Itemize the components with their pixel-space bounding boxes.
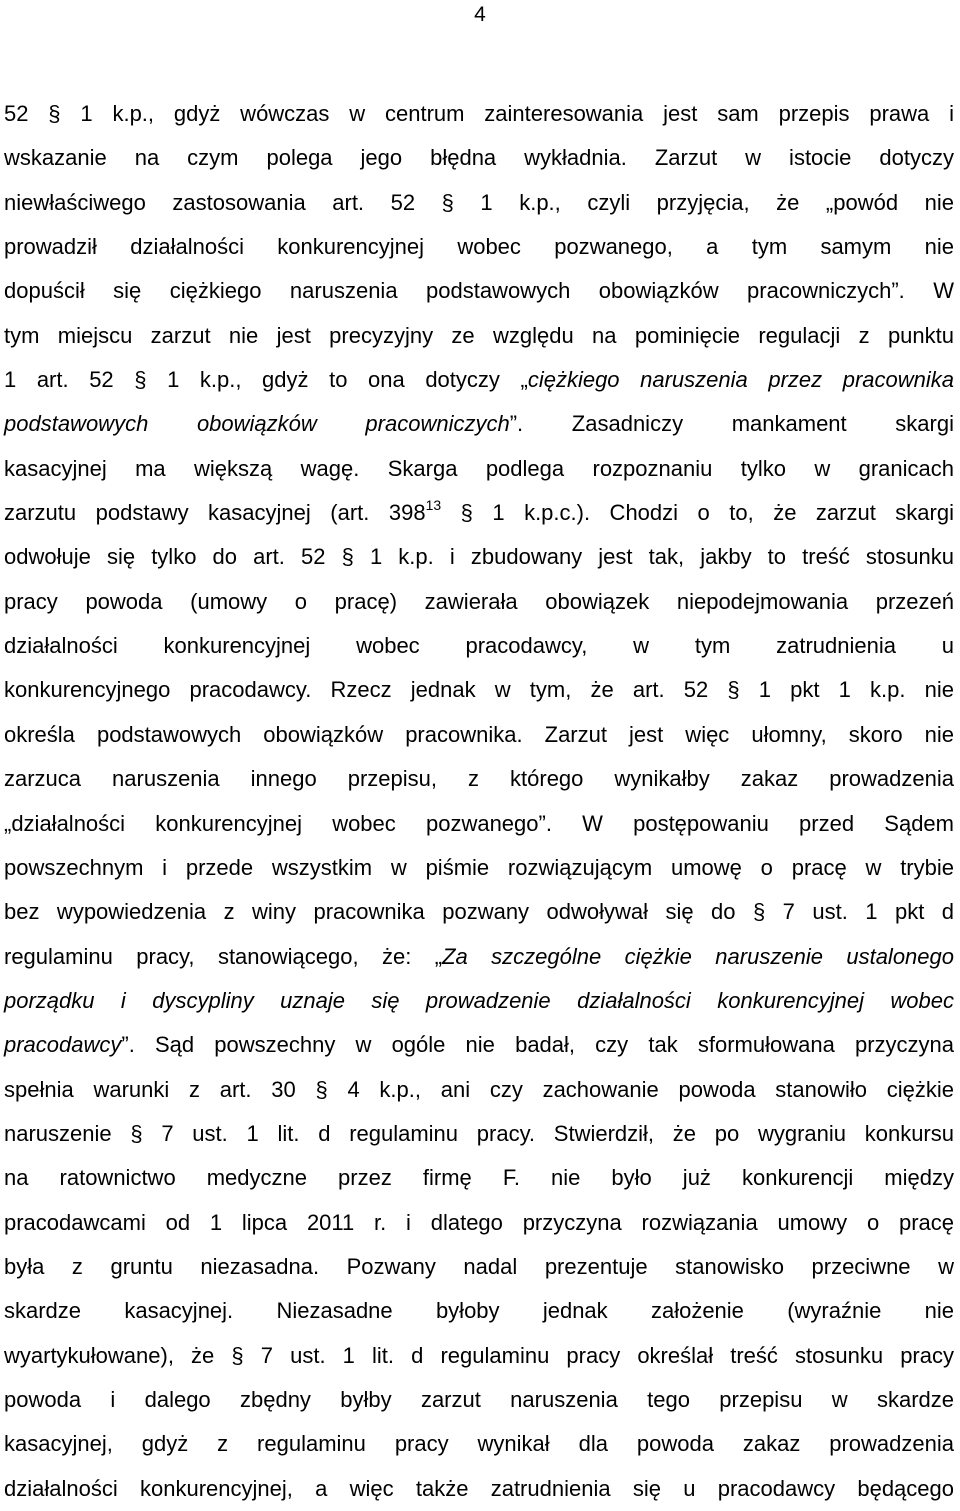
text-line <box>4 935 954 979</box>
italic-quote: pracodawcy <box>4 1032 122 1058</box>
text-segment: ”. Sąd powszechny w ogóle nie badał, czy tak sformułowana przyczyna <box>121 1032 954 1058</box>
text-line <box>4 1068 954 1112</box>
text-segment: tym miejscu zarzut nie jest precyzyjny ze względu na pominięcie regulacji z punktu <box>4 322 954 348</box>
text-line <box>4 890 954 934</box>
text-segment: 1 art. 52 § 1 k.p., gdyż to ona dotyczy „ <box>4 367 528 393</box>
text-line <box>4 713 954 757</box>
text-segment: była z gruntu niezasadna. Pozwany nadal prezentuje stanowisko przeciwne w <box>4 1253 954 1279</box>
text-line <box>4 1467 954 1511</box>
text-line <box>4 580 954 624</box>
text-line <box>4 491 954 535</box>
text-line <box>4 269 954 313</box>
text-segment: spełnia warunki z art. 30 § 4 k.p., ani czy zachowanie powoda stanowiło ciężkie <box>4 1076 954 1102</box>
text-segment: kasacyjnej ma większą wagę. Skarga podlega rozpoznaniu tylko w granicach <box>4 455 954 481</box>
text-line <box>4 1422 954 1466</box>
text-segment: powszechnym i przede wszystkim w piśmie rozwiązującym umowę o pracę w trybie <box>4 854 954 880</box>
text-line <box>4 535 954 579</box>
text-line <box>4 225 954 269</box>
text-segment: ”. Zasadniczy mankament skargi <box>509 411 954 437</box>
text-line <box>4 1156 954 1200</box>
text-line <box>4 1334 954 1378</box>
page-number: 4 <box>474 3 486 26</box>
text-line <box>4 92 954 136</box>
text-line <box>4 1201 954 1245</box>
text-segment: pracodawcami od 1 lipca 2011 r. i dlatego przyczyna rozwiązania umowy o pracę <box>4 1209 954 1235</box>
text-line <box>4 668 954 712</box>
text-segment: działalności konkurencyjnej wobec pracodawcy, w tym zatrudnienia u <box>4 633 954 659</box>
text-segment: zarzuca naruszenia innego przepisu, z którego wynikałby zakaz prowadzenia <box>4 766 954 792</box>
text-segment: określa podstawowych obowiązków pracownika. Zarzut jest więc ułomny, skoro nie <box>4 721 954 747</box>
text-segment: na ratownictwo medyczne przez firmę F. nie było już konkurencji między <box>4 1165 954 1191</box>
italic-quote: Za szczególne ciężkie naruszenie ustalonego <box>442 943 954 969</box>
text-line <box>4 757 954 801</box>
text-segment: niewłaściwego zastosowania art. 52 § 1 k.p., czyli przyjęcia, że „powód nie <box>4 189 954 215</box>
text-segment: zarzutu podstawy kasacyjnej (art. 398 <box>4 500 426 526</box>
text-segment: powoda i dalego zbędny byłby zarzut naruszenia tego przepisu w skardze <box>4 1386 954 1412</box>
text-segment: konkurencyjnego pracodawcy. Rzecz jednak w tym, że art. 52 § 1 pkt 1 k.p. nie <box>4 677 954 703</box>
text-segment: naruszenie § 7 ust. 1 lit. d regulaminu pracy. Stwierdził, że po wygraniu konkursu <box>4 1120 954 1146</box>
text-segment: skardze kasacyjnej. Niezasadne byłoby jednak założenie (wyraźnie nie <box>4 1298 954 1324</box>
text-line <box>4 181 954 225</box>
italic-quote: ciężkiego naruszenia przez pracownika <box>527 367 955 393</box>
text-segment: kasacyjnej, gdyż z regulaminu pracy wynikał dla powoda zakaz prowadzenia <box>4 1431 954 1457</box>
text-line <box>4 402 954 446</box>
superscript: 13 <box>425 497 442 514</box>
text-segment: „działalności konkurencyjnej wobec pozwanego”. W postępowaniu przed Sądem <box>4 810 954 836</box>
text-segment: prowadził działalności konkurencyjnej wobec pozwanego, a tym samym nie <box>4 234 954 260</box>
italic-quote: podstawowych obowiązków pracowniczych <box>4 411 510 437</box>
text-line <box>4 314 954 358</box>
text-segment: odwołuje się tylko do art. 52 § 1 k.p. i zbudowany jest tak, jakby to treść stosunku <box>4 544 954 570</box>
text-segment: § 1 k.p.c.). Chodzi o to, że zarzut skargi <box>441 500 954 526</box>
italic-quote: porządku i dyscypliny uznaje się prowadzenie działalności konkurencyjnej wobec <box>4 987 954 1013</box>
text-segment: regulaminu pracy, stanowiącego, że: „ <box>4 943 443 969</box>
text-line <box>4 1112 954 1156</box>
text-line <box>4 447 954 491</box>
text-segment: działalności konkurencyjnej, a więc także zatrudnienia się u pracodawcy będącego <box>4 1475 954 1501</box>
text-line <box>4 979 954 1023</box>
text-line <box>4 358 954 402</box>
text-line <box>4 802 954 846</box>
text-segment: pracy powoda (umowy o pracę) zawierała obowiązek niepodejmowania przezeń <box>4 588 954 614</box>
text-line <box>4 136 954 180</box>
text-segment: 52 § 1 k.p., gdyż wówczas w centrum zainteresowania jest sam przepis prawa i <box>4 101 954 126</box>
text-line <box>4 1378 954 1422</box>
text-segment: dopuścił się ciężkiego naruszenia podstawowych obowiązków pracowniczych”. W <box>4 278 954 304</box>
body-text <box>4 92 954 1511</box>
text-line <box>4 846 954 890</box>
text-segment: wyartykułowane), że § 7 ust. 1 lit. d regulaminu pracy określał treść stosunku pracy <box>4 1342 954 1368</box>
text-segment: bez wypowiedzenia z winy pracownika pozwany odwoływał się do § 7 ust. 1 pkt d <box>4 899 954 925</box>
text-line <box>4 1245 954 1289</box>
text-line <box>4 1023 954 1067</box>
text-line <box>4 624 954 668</box>
text-line <box>4 1289 954 1333</box>
text-segment: wskazanie na czym polega jego błędna wykładnia. Zarzut w istocie dotyczy <box>4 145 954 171</box>
